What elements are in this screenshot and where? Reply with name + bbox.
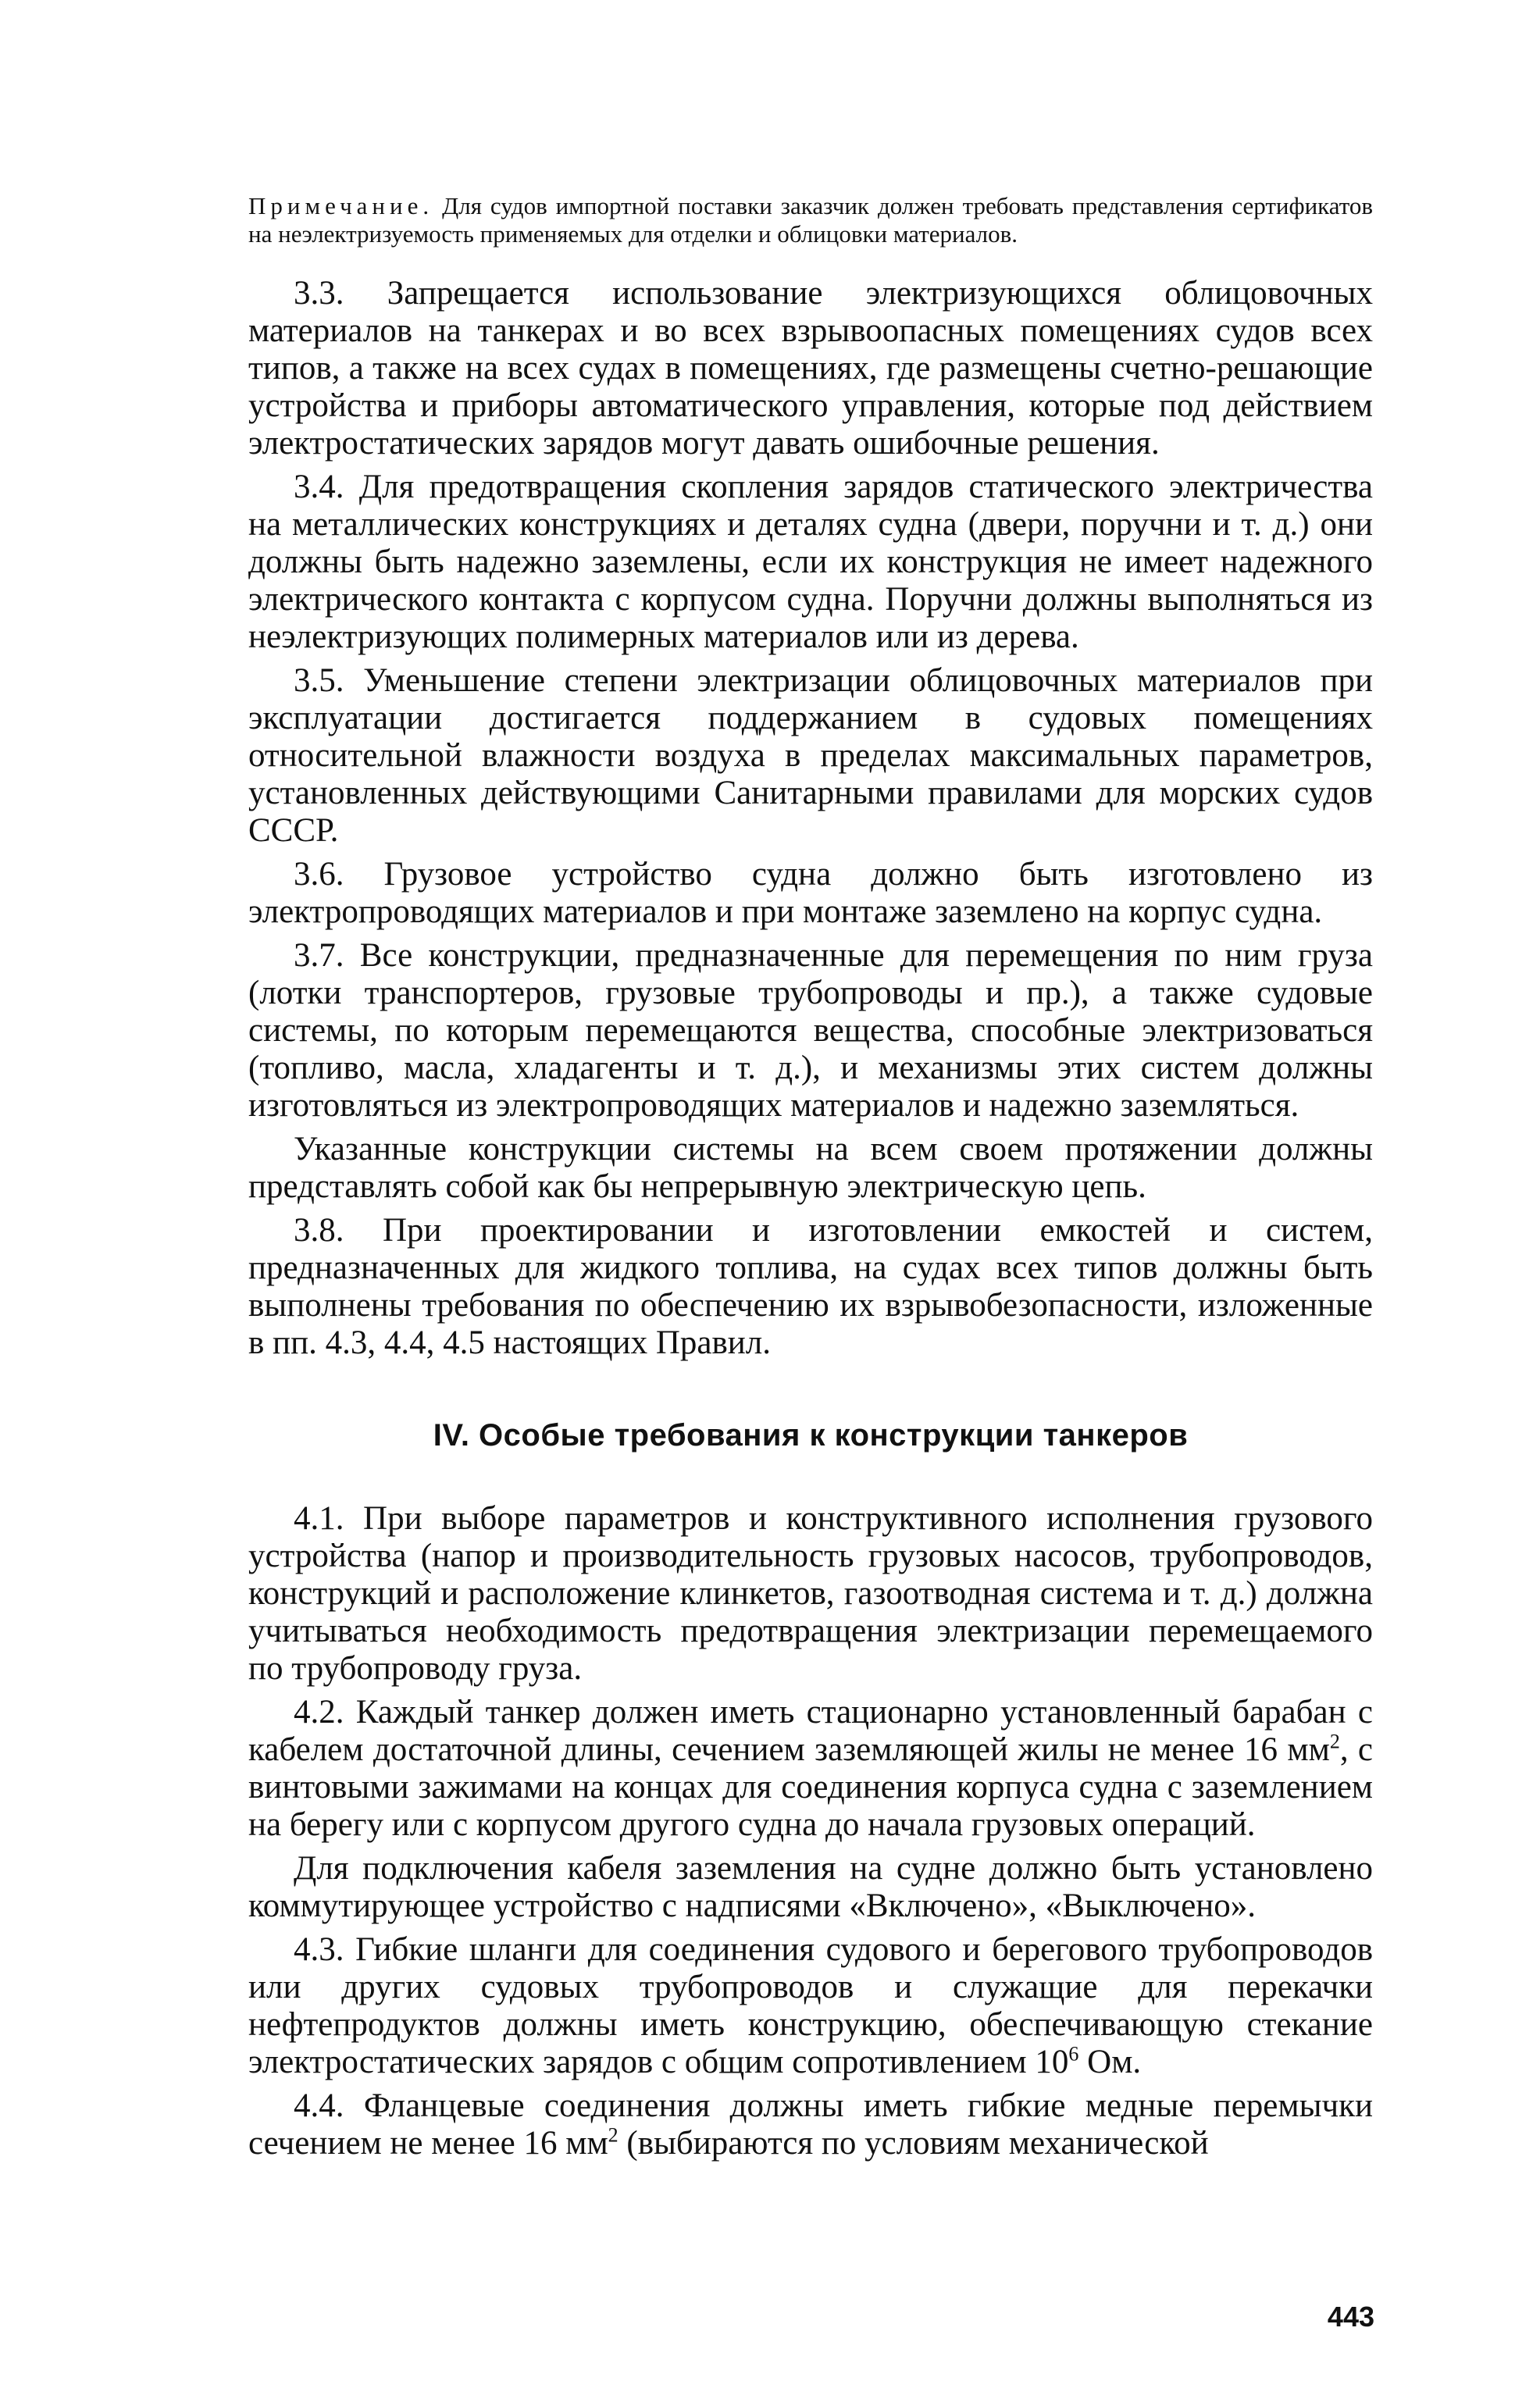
paragraph-4-2-text: 4.2. Каждый танкер должен иметь стационарно установленный барабан с кабелем достаточной длины, сечением заземляющей жилы не менее 16 мм: [248, 1694, 1373, 1768]
paragraph-3-8: 3.8. При проектировании и изготовлении емкостей и систем, предназначенных для жидкого топлива, на судах всех типов должны быть выполнены требования по обеспечению их взрывобезопасности, изложенные в пп. 4.3, 4.4, 4.5 настоящих Правил.: [248, 1212, 1373, 1361]
paragraph-4-2-text-end: , с винтовыми зажимами на концах для соединения корпуса судна с заземлением на берегу или с корпусом другого судна до начала грузовых операций.: [248, 1731, 1373, 1843]
paragraph-3-4: 3.4. Для предотвращения скопления зарядов статического электричества на металлических конструкциях и деталях судна (двери, поручни и т. д.) они должны быть надежно заземлены, если их конструкция не имеет надежного электрического контакта с корпусом судна. Поручни должны выполняться из неэлектризующих полимерных материалов или из дерева.: [248, 469, 1373, 655]
paragraph-4-3: [248, 1931, 1373, 2081]
paragraph-4-2-continued: Для подключения кабеля заземления на судне должно быть установлено коммутирующее устройство с надписями «Включено», «Выключено».: [248, 1850, 1373, 1924]
superscript: 2: [1329, 1730, 1340, 1753]
paragraph-3-3: 3.3. Запрещается использование электризующихся облицовочных материалов на танкерах и во всех взрывоопасных помещениях судов всех типов, а также на всех судах в помещениях, где размещены счетно-решающие устройства и приборы автоматического управления, которые под действием электростатических зарядов могут давать ошибочные решения.: [248, 275, 1373, 462]
section-heading: IV. Особые требования к конструкции танкеров: [433, 1418, 1189, 1453]
paragraph-4-3-text-end: Ом.: [1078, 2044, 1142, 2080]
paragraph-3-6: 3.6. Грузовое устройство судна должно быть изготовлено из электропроводящих материалов и при монтаже заземлено на корпус судна.: [248, 856, 1373, 930]
paragraph-3-5: 3.5. Уменьшение степени электризации облицовочных материалов при эксплуатации достигается поддержанием в судовых помещениях относительной влажности воздуха в пределах максимальных параметров, установленных действующими Санитарными правилами для морских судов СССР.: [248, 662, 1373, 849]
superscript: 6: [1068, 2042, 1079, 2066]
paragraph-4-4-text-end: (выбираются по условиям механической: [618, 2125, 1209, 2162]
paragraph-4-4-text: 4.4. Фланцевые соединения должны иметь гибкие медные перемычки сечением не менее 16 мм: [248, 2087, 1373, 2162]
paragraph-4-1: 4.1. При выборе параметров и конструктивного исполнения грузового устройства (напор и производительность грузовых насосов, трубопроводов, конструкций и расположение клинкетов, газоотводная система и т. д.) должна учитываться необходимость предотвращения электризации перемещаемого по трубопроводу груза.: [248, 1500, 1373, 1687]
paragraph-4-3-text: 4.3. Гибкие шланги для соединения судового и берегового трубопроводов или других судовых трубопроводов и служащие для перекачки нефтепродуктов должны иметь конструкцию, обеспечивающую стекание электростатических зарядов с общим сопротивлением 10: [248, 1931, 1373, 2080]
paragraph-3-7: 3.7. Все конструкции, предназначенные для перемещения по ним груза (лотки транспортеров, грузовые трубопроводы и пр.), а также судовые системы, по которым перемещаются вещества, способные электризоваться (топливо, масла, хладагенты и т. д.), и механизмы этих систем должны изготовляться из электропроводящих материалов и надежно заземляться.: [248, 937, 1373, 1124]
paragraph-4-2: [248, 1694, 1373, 1844]
note-text: Для судов импортной поставки заказчик должен требовать представления сертификатов на неэлектризуемость применяемых для отделки и облицовки материалов.: [248, 192, 1373, 248]
page-number: 443: [1327, 2301, 1374, 2333]
superscript: 2: [608, 2123, 618, 2147]
paragraph-3-7-continued: Указанные конструкции системы на всем своем протяжении должны представлять собой как бы непрерывную электрическую цепь.: [248, 1131, 1373, 1205]
note-paragraph: [248, 192, 1373, 248]
paragraph-4-4: [248, 2087, 1373, 2162]
text-column: [248, 192, 1373, 2169]
note-label: Примечание.: [248, 192, 434, 219]
